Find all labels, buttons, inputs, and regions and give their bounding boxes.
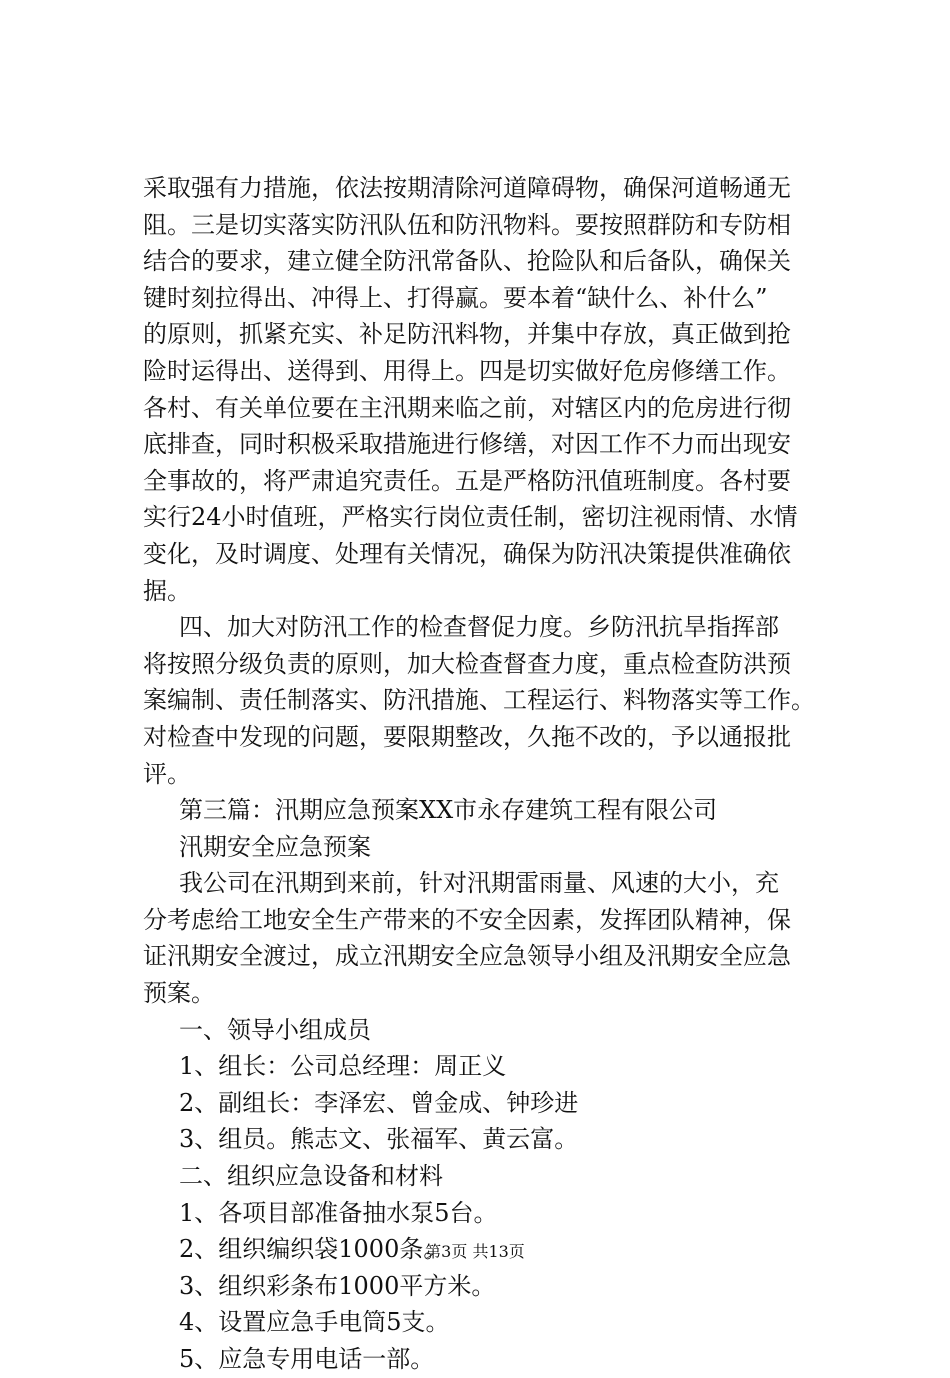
section-four-paragraph <box>143 609 843 792</box>
list-item: 3、组员。熊志文、张福军、黄云富。 <box>179 1125 579 1154</box>
text-line: 采取强有力措施，依法按期清除河道障碍物，确保河道畅通无 <box>143 174 791 202</box>
list-item: 4、设置应急手电筒5支。 <box>179 1308 450 1337</box>
group-member-list <box>143 1048 843 1158</box>
text-line: 键时刻拉得出、冲得上、打得赢。要本着“缺什么、补什么” <box>143 283 768 312</box>
text-line: 评。 <box>143 759 191 788</box>
text-line: 案编制、责任制落实、防汛措施、工程运行、料物落实等工作。 <box>143 686 815 715</box>
chapter-subtitle: 汛期安全应急预案 <box>179 832 371 861</box>
text-line: 险时运得出、送得到、用得上。四是切实做好危房修缮工作。 <box>143 356 791 385</box>
group-heading: 一、领导小组成员 <box>179 1015 371 1044</box>
page-footer: 第3页 共13页 <box>425 1242 525 1261</box>
text-line: 实行24小时值班，严格实行岗位责任制，密切注视雨情、水情 <box>143 503 798 532</box>
text-line: 全事故的，将严肃追究责任。五是严格防汛值班制度。各村要 <box>143 466 791 495</box>
equipment-list <box>143 1195 843 1378</box>
text-line: 四、加大对防汛工作的检查督促力度。乡防汛抗旱指挥部 <box>179 613 779 642</box>
text-line: 将按照分级负责的原则，加大检查督查力度，重点检查防洪预 <box>143 649 791 678</box>
text-line: 分考虑给工地安全生产带来的不安全因素，发挥团队精神，保 <box>143 905 791 934</box>
text-line: 对检查中发现的问题，要限期整改，久拖不改的，予以通报批 <box>143 722 791 751</box>
text-line: 证汛期安全渡过，成立汛期安全应急领导小组及汛期安全应急 <box>143 942 791 971</box>
list-item: 1、各项目部准备抽水泵5台。 <box>179 1198 498 1227</box>
list-item: 2、副组长：李泽宏、曾金成、钟珍进 <box>179 1088 579 1117</box>
text-line: 各村、有关单位要在主汛期来临之前，对辖区内的危房进行彻 <box>143 393 791 422</box>
text-line: 变化，及时调度、处理有关情况，确保为防汛决策提供准确依 <box>143 539 791 568</box>
text-line: 预案。 <box>143 979 215 1008</box>
equipment-heading: 二、组织应急设备和材料 <box>179 1162 443 1191</box>
list-item: 2、组织编织袋1000条。 <box>179 1235 448 1264</box>
text-line: 的原则，抓紧充实、补足防汛料物，并集中存放，真正做到抢 <box>143 320 791 349</box>
intro-paragraph <box>143 865 843 1011</box>
text-line: 阻。三是切实落实防汛队伍和防汛物料。要按照群防和专防相 <box>143 210 791 239</box>
text-line: 底排查，同时积极采取措施进行修缮，对因工作不力而出现安 <box>143 430 791 459</box>
chapter-title: 第三篇：汛期应急预案XX市永存建筑工程有限公司 <box>179 796 718 825</box>
list-item: 3、组织彩条布1000平方米。 <box>179 1271 496 1300</box>
list-item: 5、应急专用电话一部。 <box>179 1345 435 1373</box>
paragraph-continuation <box>143 170 843 609</box>
text-line: 结合的要求，建立健全防汛常备队、抢险队和后备队，确保关 <box>143 247 791 276</box>
text-line: 据。 <box>143 576 191 605</box>
document-body <box>143 170 843 1378</box>
text-line: 我公司在汛期到来前，针对汛期雷雨量、风速的大小，充 <box>179 869 779 898</box>
list-item: 1、组长：公司总经理：周正义 <box>179 1052 507 1081</box>
